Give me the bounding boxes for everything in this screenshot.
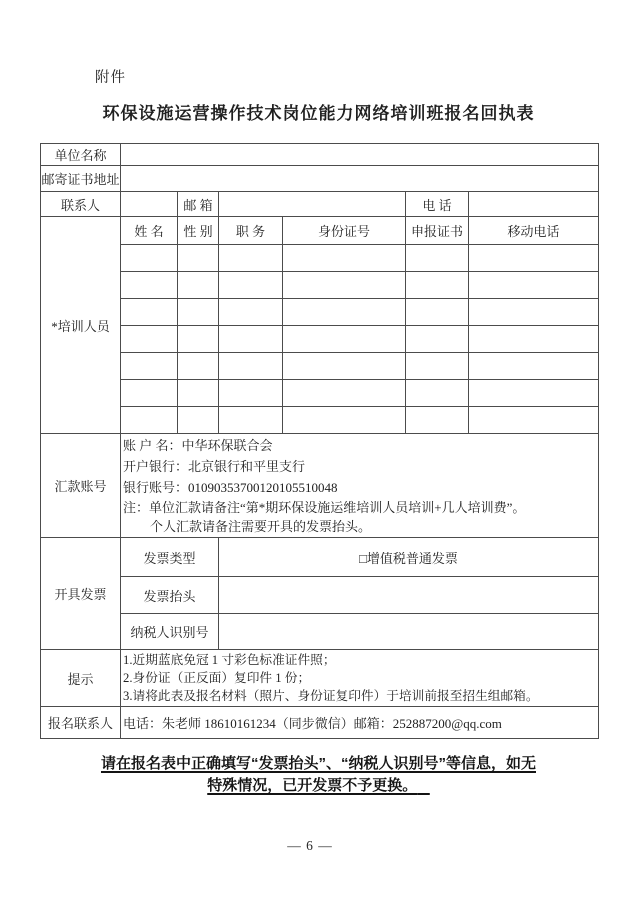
taxpayer-id-value (219, 614, 599, 650)
remittance-account-number: 银行账号：01090353700120105510048 (123, 480, 338, 495)
remittance-label: 汇款账号 (41, 434, 121, 538)
remittance-details (121, 434, 599, 538)
tip-line-1: 1.近期蓝底免冠 1 寸彩色标准证件照； (123, 653, 336, 667)
registration-contact-value: 电话：朱老师 18610161234（同步微信）邮箱：252887200@qq.com (121, 707, 599, 739)
trainee-row (41, 272, 599, 299)
remittance-row (41, 434, 599, 538)
remittance-account-name: 账 户 名：中华环保联合会 (123, 438, 273, 453)
remittance-bank: 开户银行：北京银行和平里支行 (123, 459, 306, 474)
col-header-certificate: 申报证书 (406, 217, 469, 245)
trainee-row (41, 380, 599, 407)
mailing-address-row (41, 166, 599, 192)
unit-name-label: 单位名称 (41, 144, 121, 166)
invoice-title-row (41, 577, 599, 614)
registration-contact-row (41, 707, 599, 739)
tips-row (41, 650, 599, 707)
trainee-row (41, 353, 599, 380)
tips-content (121, 650, 599, 707)
contact-label: 联系人 (41, 192, 121, 217)
tip-line-2: 2.身份证（正反面）复印件 1 份； (123, 671, 311, 685)
remittance-note: 注：单位汇款请备注“第*期环保设施运维培训人员培训+几人培训费”。 (123, 500, 526, 515)
mailing-address-value (121, 166, 599, 192)
invoice-title-value (219, 577, 599, 614)
col-header-name: 姓 名 (121, 217, 178, 245)
contact-phone-label: 电 话 (406, 192, 469, 217)
trainees-label: *培训人员 (41, 217, 121, 434)
invoice-label: 开具发票 (41, 538, 121, 650)
remittance-note-continued: 个人汇款请备注需要开具的发票抬头。 (150, 519, 372, 534)
trainee-row (41, 245, 599, 272)
contact-name-value (121, 192, 178, 217)
col-header-gender: 性 别 (178, 217, 219, 245)
invoice-type-row (41, 538, 599, 577)
col-header-id-number: 身份证号 (283, 217, 406, 245)
footer-note (0, 753, 637, 796)
attachment-label: 附件 (95, 70, 126, 86)
contact-email-label: 邮 箱 (178, 192, 219, 217)
invoice-type-label: 发票类型 (121, 538, 219, 577)
col-header-position: 职 务 (219, 217, 283, 245)
taxpayer-id-label: 纳税人识别号 (121, 614, 219, 650)
trainee-header-row (41, 217, 599, 245)
tip-line-3: 3.请将此表及报名材料（照片、身份证复印件）于培训前报至招生组邮箱。 (123, 689, 539, 703)
col-header-mobile: 移动电话 (469, 217, 599, 245)
contact-email-value (219, 192, 406, 217)
trainee-row (41, 407, 599, 434)
footer-note-line-1: 请在报名表中正确填写“发票抬头”、“纳税人识别号”等信息，如无 (100, 755, 536, 772)
document-title: 环保设施运营操作技术岗位能力网络培训班报名回执表 (102, 104, 535, 123)
tips-label: 提示 (41, 650, 121, 707)
taxpayer-id-row (41, 614, 599, 650)
vat-invoice-checkbox-option: □增值税普通发票 (219, 538, 599, 577)
trainee-row (41, 326, 599, 353)
page-number: — 6 — (287, 838, 333, 853)
registration-contact-label: 报名联系人 (41, 707, 121, 739)
invoice-title-label: 发票抬头 (121, 577, 219, 614)
registration-form-table (40, 143, 599, 739)
trainee-row (41, 299, 599, 326)
contact-phone-value (469, 192, 599, 217)
unit-name-value (121, 144, 599, 166)
mailing-address-label: 邮寄证书地址 (41, 166, 121, 192)
footer-note-line-2: 特殊情况，已开发票不予更换。 (207, 776, 418, 794)
contact-row (41, 192, 599, 217)
unit-name-row (41, 144, 599, 166)
